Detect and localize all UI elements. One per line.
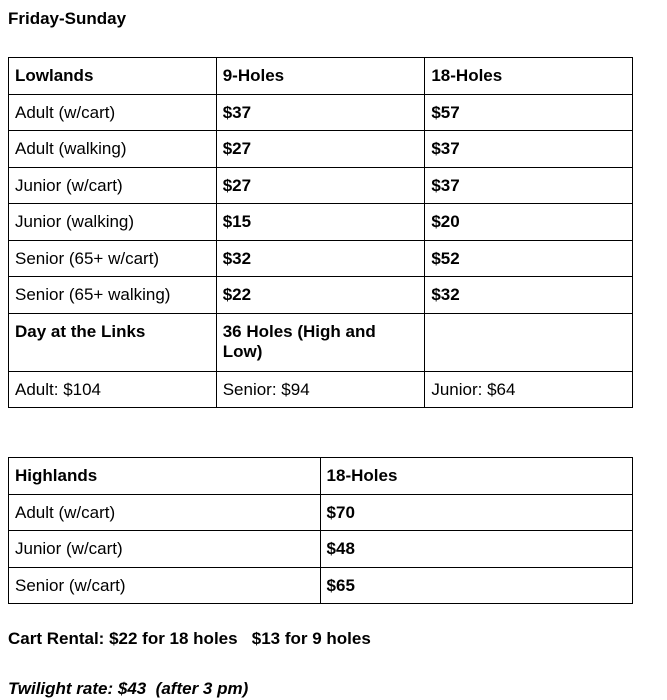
rate-category: Adult (w/cart) [9, 494, 321, 531]
cart-rental-note: Cart Rental: $22 for 18 holes $13 for 9 holes [8, 629, 371, 648]
header-18-holes: 18-Holes [320, 458, 632, 495]
table-row [9, 240, 633, 277]
table-row [9, 494, 633, 531]
price-18-holes: $37 [425, 167, 633, 204]
rate-category: Adult (walking) [9, 131, 217, 168]
lowlands-rates-table [8, 57, 633, 408]
page-title: Friday-Sunday [8, 9, 127, 28]
price-9-holes: $27 [216, 131, 425, 168]
rate-category: Senior (65+ walking) [9, 277, 217, 314]
header-course: Highlands [9, 458, 321, 495]
price-9-holes: $32 [216, 240, 425, 277]
rate-category: Adult (w/cart) [9, 94, 217, 131]
day-at-links-prices-row [9, 371, 633, 408]
price-18-holes: $37 [425, 131, 633, 168]
price-9-holes: $37 [216, 94, 425, 131]
price-18-holes: $57 [425, 94, 633, 131]
table-row [9, 277, 633, 314]
day-price-junior: Junior: $64 [425, 371, 633, 408]
table-row [9, 167, 633, 204]
table-row [9, 204, 633, 241]
empty-cell [425, 313, 633, 371]
price-18-holes: $70 [320, 494, 632, 531]
price-9-holes: $22 [216, 277, 425, 314]
day-price-senior: Senior: $94 [216, 371, 425, 408]
header-18-holes: 18-Holes [425, 58, 633, 95]
table-row [9, 567, 633, 604]
table-header-row [9, 458, 633, 495]
price-18-holes: $32 [425, 277, 633, 314]
day-at-links-row [9, 313, 633, 371]
price-9-holes: $27 [216, 167, 425, 204]
day-at-links-label: Day at the Links [9, 313, 217, 371]
rate-category: Senior (w/cart) [9, 567, 321, 604]
table-row [9, 94, 633, 131]
rate-category: Senior (65+ w/cart) [9, 240, 217, 277]
header-9-holes: 9-Holes [216, 58, 425, 95]
highlands-rates-table [8, 457, 633, 604]
twilight-rate-note: Twilight rate: $43 (after 3 pm) [8, 679, 249, 698]
rate-category: Junior (w/cart) [9, 167, 217, 204]
rate-category: Junior (walking) [9, 204, 217, 241]
day-price-adult: Adult: $104 [9, 371, 217, 408]
price-18-holes: $65 [320, 567, 632, 604]
table-row [9, 131, 633, 168]
rate-category: Junior (w/cart) [9, 531, 321, 568]
price-18-holes: $52 [425, 240, 633, 277]
day-at-links-description: 36 Holes (High and Low) [216, 313, 425, 371]
price-18-holes: $48 [320, 531, 632, 568]
table-header-row [9, 58, 633, 95]
price-9-holes: $15 [216, 204, 425, 241]
header-course: Lowlands [9, 58, 217, 95]
table-row [9, 531, 633, 568]
price-18-holes: $20 [425, 204, 633, 241]
